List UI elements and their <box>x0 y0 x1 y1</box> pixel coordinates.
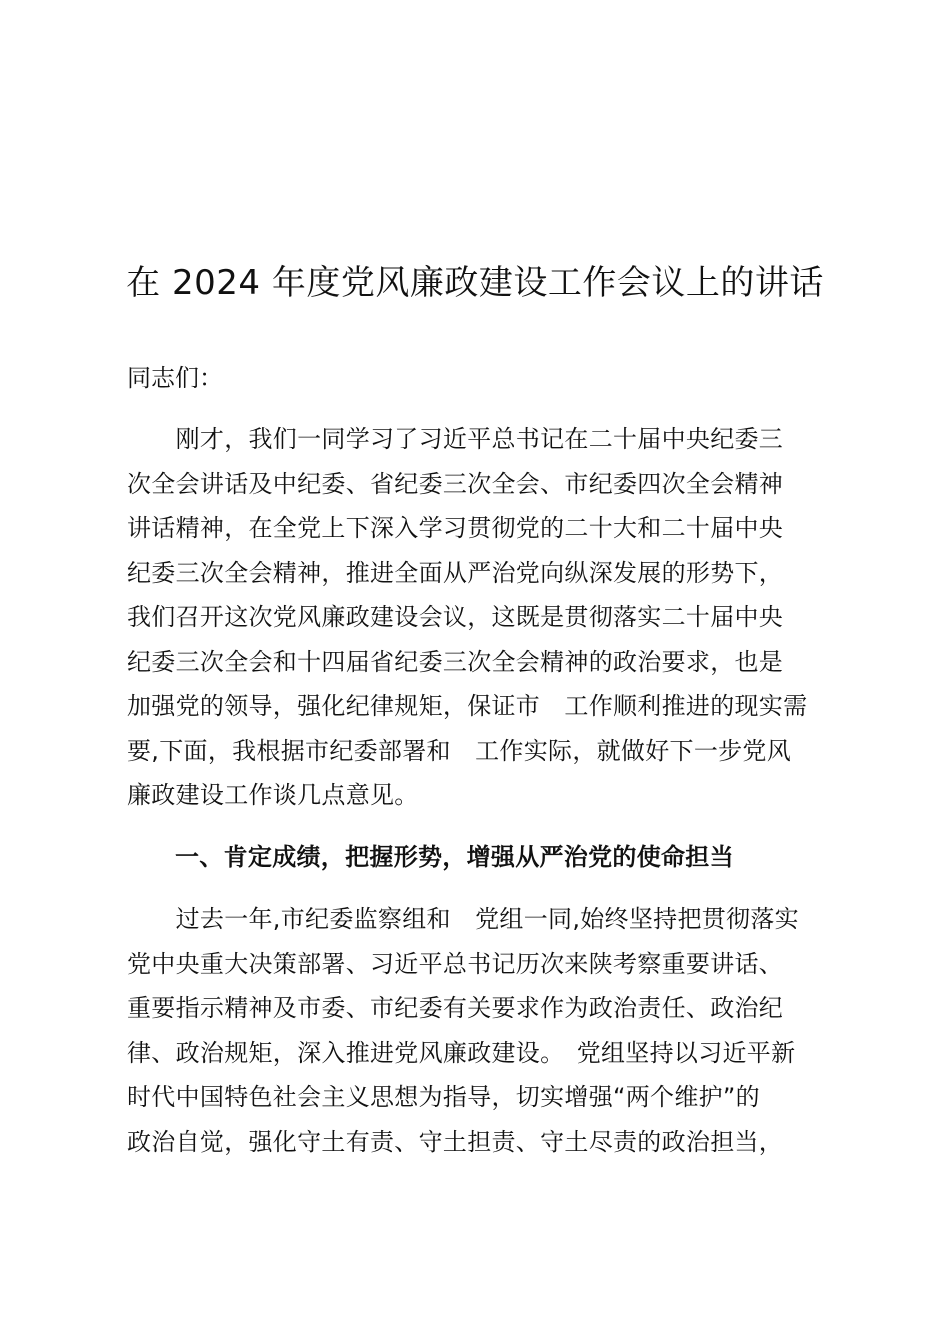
paragraph-line: 次全会讲话及中纪委、省纪委三次全会、市纪委四次全会精神 <box>127 469 784 498</box>
paragraph-line: 要,下面，我根据市纪委部署和 工作实际，就做好下一步党风 <box>127 736 792 765</box>
paragraph-line: 讲话精神，在全党上下深入学习贯彻党的二十大和二十届中央 <box>127 514 784 542</box>
paragraph-line: 过去一年,市纪委监察组和 党组一同,始终坚持把贯彻落实 <box>127 905 799 933</box>
paragraph-line: 政治自觉，强化守土有责、守土担责、守土尽责的政治担当， <box>127 1127 784 1156</box>
paragraph-line: 廉政建设工作谈几点意见。 <box>127 781 419 809</box>
section-heading: 一、肯定成绩，把握形势，增强从严治党的使命担当 <box>175 843 734 871</box>
paragraph-line: 时代中国特色社会主义思想为指导，切实增强“两个维护”的 <box>127 1083 760 1111</box>
document-title: 在 2024 年度党风廉政建设工作会议上的讲话 <box>126 263 824 303</box>
paragraph-line: 刚才，我们一同学习了习近平总书记在二十届中央纪委三 <box>127 425 784 453</box>
paragraph-line: 纪委三次全会精神，推进全面从严治党向纵深发展的形势下， <box>127 558 784 587</box>
paragraph-line: 纪委三次全会和十四届省纪委三次全会精神的政治要求，也是 <box>127 647 784 676</box>
paragraph-line: 重要指示精神及市委、市纪委有关要求作为政治责任、政治纪 <box>127 994 784 1022</box>
paragraph-opening <box>127 417 833 818</box>
paragraph-line: 党中央重大决策部署、习近平总书记历次来陕考察重要讲话、 <box>127 949 784 978</box>
paragraph-line: 律、政治规矩，深入推进党风廉政建设。 党组坚持以习近平新 <box>127 1038 796 1067</box>
paragraph-line: 加强党的领导，强化纪律规矩，保证市 工作顺利推进的现实需 <box>127 692 808 720</box>
paragraph-section-1 <box>127 897 833 1164</box>
paragraph-line: 我们召开这次党风廉政建设会议，这既是贯彻落实二十届中央 <box>127 603 784 631</box>
salutation: 同志们： <box>127 364 223 392</box>
